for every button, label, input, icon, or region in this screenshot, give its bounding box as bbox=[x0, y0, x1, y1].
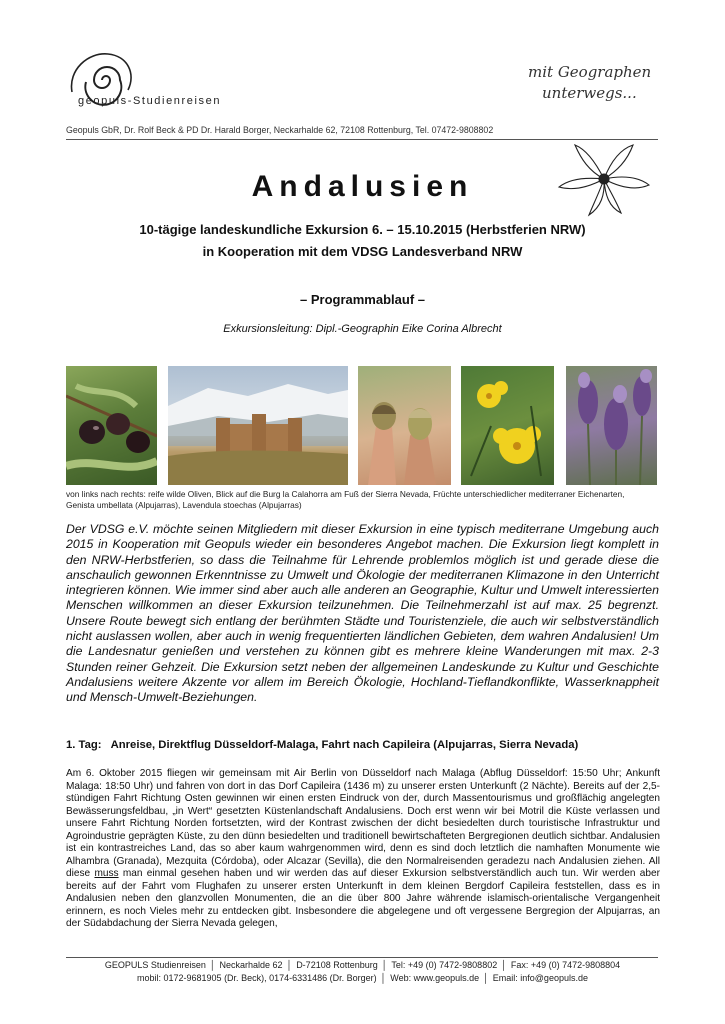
footer-web-link[interactable]: Web: www.geopuls.de bbox=[390, 973, 480, 983]
tagline-line-1: mit Geographen bbox=[528, 63, 652, 81]
header-divider bbox=[66, 139, 658, 140]
footer-street: Neckarhalde 62 bbox=[219, 960, 283, 970]
subtitle-dates: 10-tägige landeskundliche Exkursion 6. – 15.10.2015 (Herbstferien NRW) bbox=[139, 222, 586, 237]
intro-paragraph: Der VDSG e.V. möchte seinen Mitgliedern mit dieser Exkursion in eine typisch mediterrane Umgebung auch 2015 in Kooperation mit Geopuls wieder ein besonderes Angebot machen. Die Exkursion liegt komplett in den NRW-Herbstferien, so dass die Teilnahme für Lehrende problemlos möglich ist und gerade diese die anschaulich gewonnen Erkenntnisse zu Umwelt und Ökologie der mediterranen Klimazone in den Unterricht integrieren können. Wie immer sind aber auch alle anderen an Geographie, Kultur und Umwelt interessierten Menschen willkommen an dieser Exkursion teilzunehmen. Die Teilnehmerzahl ist auf max. 25 begrenzt. Unsere Route bewegt sich entlang der berühmten Städte und Touristenziele, die auch wir selbstverständlich nicht auslassen wollen, aber auch in wenig frequentierten ländlichen Gebieten, dem wahren Andalusien! Um die Landesnatur genießen und verstehen zu können gibt es mehrere kleine Wanderungen mit max. 2-3 Stunden reiner Gehzeit. Die Exkursion setzt neben der allgemeinen Landeskunde zu Kultur und Geschichte Andalusiens weitere Akzente vor allem im Bereich Ökologie, Hochland-Tieflandkonflikte, Wasserknappheit und Mensch-Umwelt-Beziehungen. bbox=[66, 522, 659, 705]
document-title: Andalusien bbox=[251, 170, 474, 203]
day-1-label: 1. Tag: bbox=[66, 739, 102, 751]
day-1-body-underlined-word: muss bbox=[94, 868, 119, 879]
footer-line-1: GEOPULS Studienreisen │ Neckarhalde 62 │ D-72108 Rottenburg │ Tel: +49 (0) 7472-9808802 │ Fax: +49 (0) 7472-9808804 bbox=[104, 960, 621, 970]
letterhead-address: Geopuls GbR, Dr. Rolf Beck & PD Dr. Harald Borger, Neckarhalde 62, 72108 Rottenburg, Tel. 07472-9808802 bbox=[66, 125, 494, 135]
footer-phone: Tel: +49 (0) 7472-9808802 bbox=[391, 960, 498, 970]
photos-caption bbox=[66, 489, 660, 511]
footer-mobile: mobil: 0172-9681905 (Dr. Beck), 0174-6331486 (Dr. Borger) bbox=[137, 973, 377, 983]
day-1-heading bbox=[66, 739, 660, 751]
footer-city: D-72108 Rottenburg bbox=[296, 960, 378, 970]
footer-email-link[interactable]: Email: info@geopuls.de bbox=[492, 973, 588, 983]
day-1-body-part-1: Am 6. Oktober 2015 fliegen wir gemeinsam mit Air Berlin von Düsseldorf nach Malaga (Abflug Düsseldorf: 15:50 Uhr; Ankunft Malaga: 18:50 Uhr) und fahren von dort in das Dorf Capileira (1436 m) zu unserer ersten Unterkunft (2 Nächte). Bereits auf der 2,5-stündigen Fahrt Richtung Osten gewinnen wir einen ersten Eindruck von der, durch Massentourismus und großflächig angelegten Bewässerungsfeldbau, „in Wert“ gesetzten Küstenlandschaft Andalusiens. Doch erst wenn wir bei Motril die Küste verlassen und unsere Fahrt Richtung Norden fortsetzten, wird der Kontrast zwischen der dicht besiedelten durch touristische Infrastruktur und Agroindustrie geprägten Küste, zu den dünn besiedelten und traditionell bewirtschafteten Bergregionen deutlich sichtbar. Andalusien ist ein kontrastreiches Land, das so aber kaum wahrgenommen wird, denn es sind doch letztlich die namhaften Monumente wie Alhambra (Granada), Mezquita (Córdoba), oder Alcazar (Sevilla), die den Normalreisenden geradezu nach Andalusien ziehen. All diese bbox=[66, 768, 660, 879]
photo-castle-la-calahorra bbox=[168, 366, 348, 485]
day-1-title: Anreise, Direktflug Düsseldorf-Malaga, Fahrt nach Capileira (Alpujarras, Sierra Nevada) bbox=[110, 739, 579, 751]
photos-caption-line-1: von links nach rechts: reife wilde Oliven, Blick auf die Burg la Calahorra am Fuß der Sierra Nevada, Früchte unterschiedlicher mediterraner Eichenarten, bbox=[66, 489, 625, 499]
footer-fax: Fax: +49 (0) 7472-9808804 bbox=[510, 960, 621, 970]
footer-divider bbox=[66, 957, 658, 958]
day-1-body bbox=[66, 768, 660, 931]
photo-genista-umbellata bbox=[461, 366, 554, 485]
program-heading: – Programmablauf – bbox=[300, 292, 425, 307]
photos-caption-line-2: Genista umbellata (Alpujarras), Lavendula stoechas (Alpujarras) bbox=[66, 500, 302, 510]
tagline bbox=[528, 62, 678, 104]
day-1-body-part-2: man einmal gesehen haben und wir werden das auf dieser Exkursion selbstverständlich auch tun. Wir werden aber bereits auf der Fahrt vom Flughafen zu unserer ersten Unterkunft in dem kleinen Bergdorf Capileira feststellen, dass es in Andalusien neben den glanzvollen Monumenten, die an die über 800 Jahre währende islamisch-orientalische Vergangenheit erinnern, es noch Vieles mehr zu entdecken gibt. Insbesondere die abgelegene und oft vergessene Bergregion der Alpujarras, an der Südabdachung der Sierra Nevada gelegen, bbox=[66, 868, 660, 929]
footer-company: GEOPULS Studienreisen bbox=[104, 960, 206, 970]
photo-olives bbox=[66, 366, 157, 485]
photo-lavendula-stoechas bbox=[566, 366, 657, 485]
brand-name: geopuls-Studienreisen bbox=[78, 95, 222, 107]
footer-line-2: mobil: 0172-9681905 (Dr. Beck), 0174-6331486 (Dr. Borger) │ Web: www.geopuls.de │ Email: info@geopuls.de bbox=[137, 973, 588, 983]
excursion-leadership: Exkursionsleitung: Dipl.-Geographin Eike Corina Albrecht bbox=[223, 323, 502, 335]
photo-oak-fruits bbox=[358, 366, 451, 485]
subtitle-cooperation: in Kooperation mit dem VDSG Landesverband NRW bbox=[202, 244, 523, 259]
tagline-line-2: unterwegs... bbox=[542, 84, 637, 102]
